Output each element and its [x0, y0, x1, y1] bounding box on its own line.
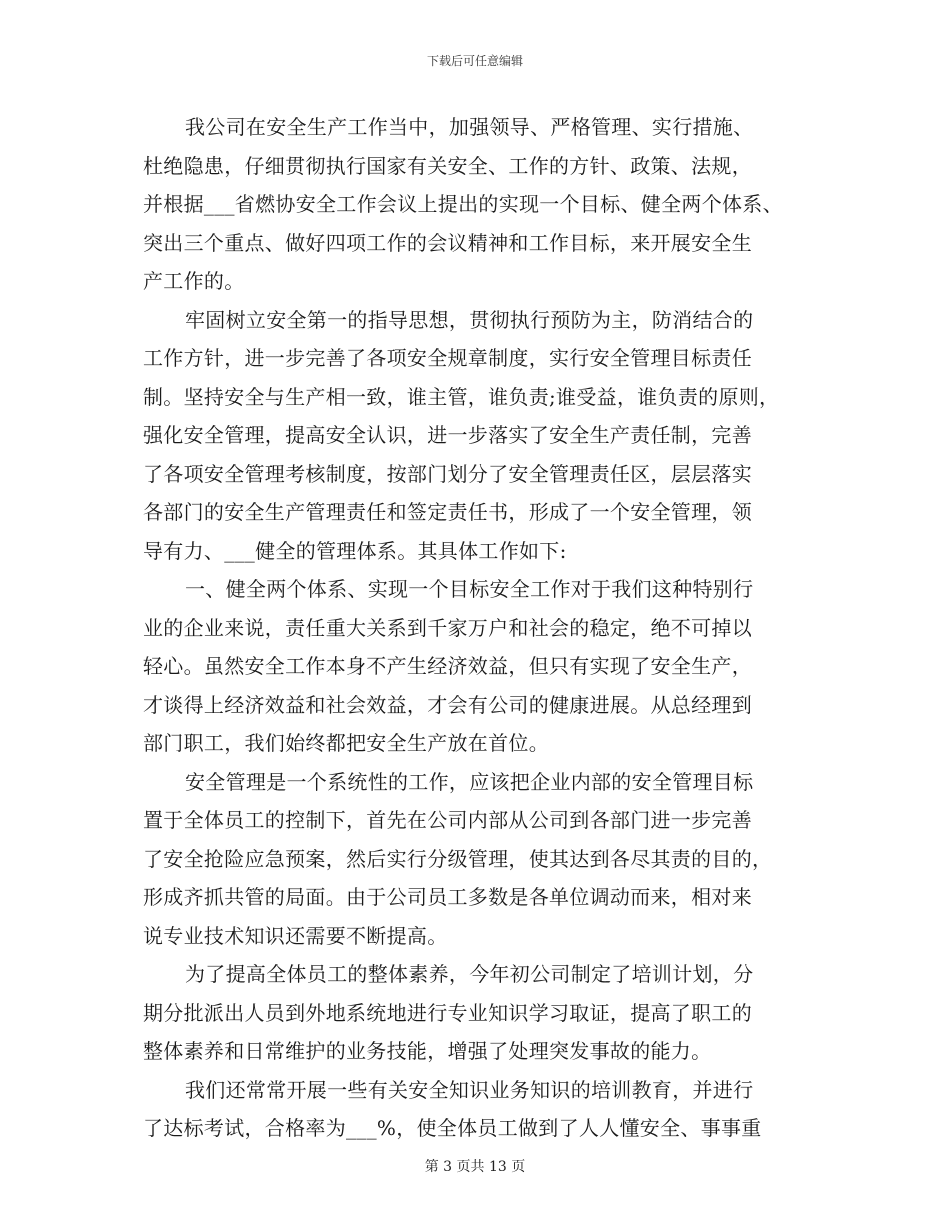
text-line: 一、健全两个体系、实现一个目标安全工作对于我们这种特别行 — [185, 577, 754, 601]
text-line: 工作方针，进一步完善了各项安全规章制度，实行安全管理目标责任 — [143, 346, 752, 370]
text-line: 期分批派出人员到外地系统地进行专业知识学习取证，提高了职工的 — [143, 1000, 752, 1025]
text-line: 杜绝隐患，仔细贯彻执行国家有关安全、工作的方针、政策、法规， — [143, 153, 752, 178]
paragraph-5 — [143, 955, 823, 1071]
text-line: 牢固树立安全第一的指导思想，贯彻执行预防为主，防消结合的 — [185, 307, 754, 332]
text-line: 部门职工，我们始终都把安全生产放在首位。 — [143, 731, 549, 755]
text-line: 导有力、___健全的管理体系。其具体工作如下: — [143, 538, 567, 563]
page-header: 下载后可任意编辑 — [426, 54, 523, 68]
text-line: 我们还常常开展一些有关安全知识业务知识的培训教育，并进行 — [185, 1077, 754, 1102]
text-line: 为了提高全体员工的整体素养，今年初公司制定了培训计划，分 — [185, 962, 754, 986]
text-line: 了安全抢险应急预案，然后实行分级管理，使其达到各尽其责的目的， — [143, 846, 773, 871]
text-line: 整体素养和日常维护的业务技能，增强了处理突发事故的能力。 — [143, 1039, 712, 1063]
text-line: 各部门的安全生产管理责任和签定责任书，形成了一个安全管理，领 — [143, 500, 752, 524]
paragraph-1 — [143, 108, 823, 301]
page-number: 第 3 页共 13 页 — [424, 1159, 526, 1175]
text-line: 形成齐抓共管的局面。由于公司员工多数是各单位调动而来，相对来 — [143, 885, 752, 909]
text-line: 轻心。虽然安全工作本身不产生经济效益，但只有实现了安全生产， — [143, 654, 752, 678]
text-line: 了各项安全管理考核制度，按部门划分了安全管理责任区，层层落实 — [143, 461, 752, 486]
text-line: 产工作的。 — [143, 269, 245, 293]
text-line: 强化安全管理，提高安全认识，进一步落实了安全生产责任制，完善 — [143, 423, 752, 447]
text-line: 置于全体员工的控制下，首先在公司内部从公司到各部门进一步完善 — [143, 808, 752, 832]
text-line: 说专业技术知识还需要不断提高。 — [143, 923, 448, 948]
text-line: 制。坚持安全与生产相一致，谁主管，谁负责;谁受益，谁负责的原则， — [143, 384, 780, 409]
paragraph-3 — [143, 570, 823, 763]
text-line: 业的企业来说，责任重大关系到千家万户和社会的稳定，绝不可掉以 — [143, 615, 752, 640]
paragraph-2 — [143, 301, 823, 571]
text-line: 才谈得上经济效益和社会效益，才会有公司的健康进展。从总经理到 — [143, 692, 752, 717]
document-body — [143, 108, 823, 1148]
text-line: 并根据___省燃协安全工作会议上提出的实现一个目标、健全两个体系、 — [143, 192, 783, 216]
text-line: 突出三个重点、做好四项工作的会议精神和工作目标，来开展安全生 — [143, 230, 752, 255]
text-line: 安全管理是一个系统性的工作，应该把企业内部的安全管理目标 — [185, 769, 754, 794]
paragraph-4 — [143, 763, 823, 956]
text-line: 我公司在安全生产工作当中，加强领导、严格管理、实行措施、 — [185, 115, 754, 139]
text-line: 了达标考试，合格率为___%，使全体员工做到了人人懂安全、事事重 — [143, 1116, 762, 1140]
paragraph-6 — [143, 1071, 823, 1148]
